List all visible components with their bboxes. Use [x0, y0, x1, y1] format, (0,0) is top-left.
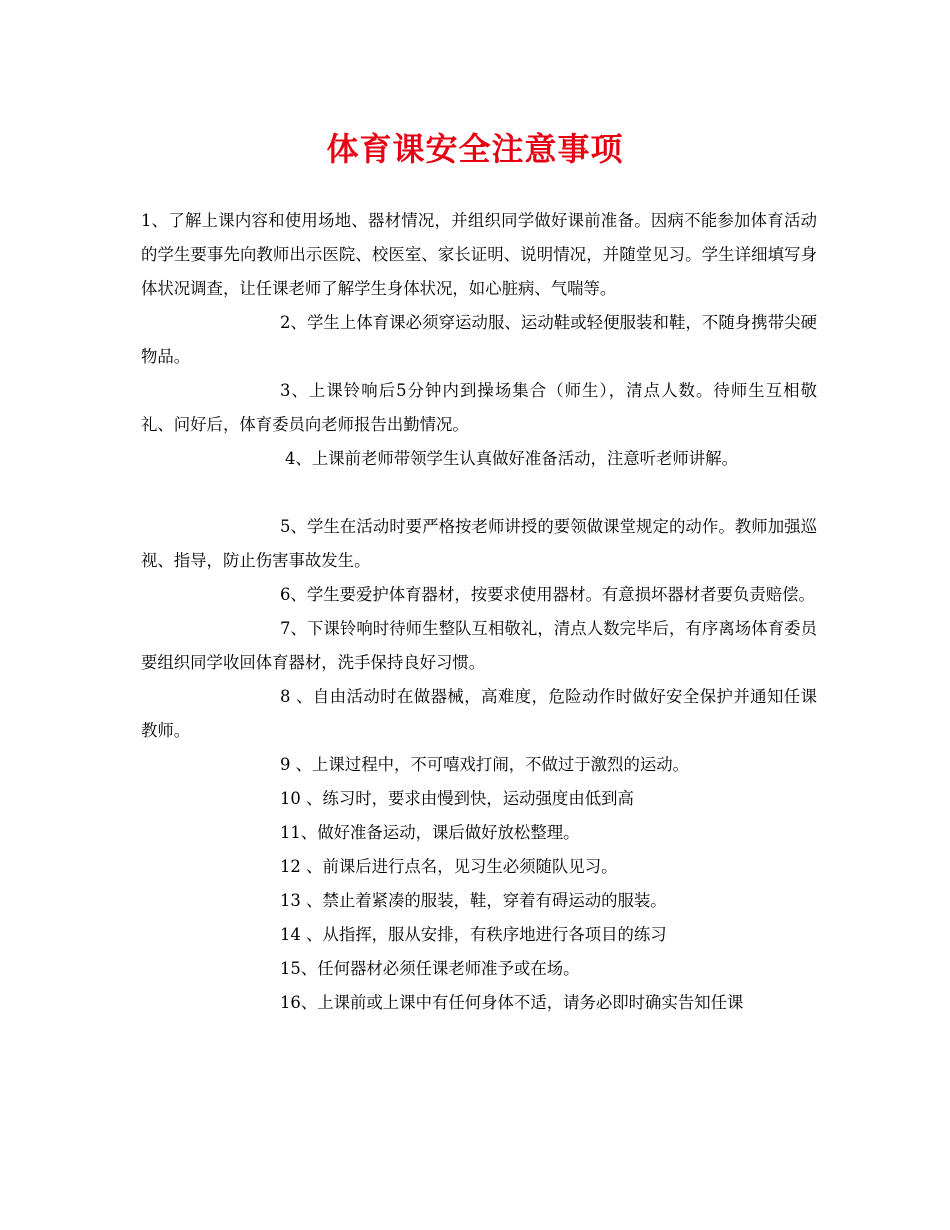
- paragraph-6: 6、学生要爱护体育器材，按要求使用器材。有意损坏器材者要负责赔偿。: [280, 585, 815, 604]
- document-title: 体育课安全注意事项: [326, 130, 624, 168]
- paragraph-8: 8 、自由活动时在做器械，高难度，危险动作时做好安全保护并通知任课教师。: [141, 687, 817, 740]
- paragraph-9: 9 、上课过程中，不可嘻戏打闹，不做过于激烈的运动。: [280, 755, 690, 774]
- paragraph-12: 12 、前课后进行点名，见习生必须随队见习。: [280, 857, 618, 876]
- paragraph-16: 16、上课前或上课中有任何身体不适，请务必即时确实告知任课: [280, 993, 744, 1012]
- paragraph-13: 13 、禁止着紧凑的服装，鞋，穿着有碍运动的服装。: [280, 891, 667, 910]
- paragraph-5: 5、学生在活动时要严格按老师讲授的要领做课堂规定的动作。教师加强巡视、指导，防止伤害事故发生。: [141, 517, 817, 570]
- paragraph-10: 10 、练习时，要求由慢到快，运动强度由低到高: [280, 789, 634, 808]
- document-body: [141, 204, 817, 1020]
- paragraph-14: 14 、从指挥，服从安排，有秩序地进行各项目的练习: [280, 925, 667, 944]
- paragraph-1: 1、了解上课内容和使用场地、器材情况，并组织同学做好课前准备。因病不能参加体育活动的学生要事先向教师出示医院、校医室、家长证明、说明情况，并随堂见习。学生详细填写身体状况调查，让任课老师了解学生身体状况，如心脏病、气喘等。: [141, 211, 817, 298]
- paragraph-2: 2、学生上体育课必须穿运动服、运动鞋或轻便服装和鞋，不随身携带尖硬物品。: [141, 313, 817, 366]
- paragraph-11: 11、做好准备运动，课后做好放松整理。: [280, 823, 580, 842]
- paragraph-3: 3、上课铃响后5分钟内到操场集合（师生），清点人数。待师生互相敬礼、问好后，体育委员向老师报告出勤情况。: [141, 381, 817, 434]
- paragraph-7: 7、下课铃响时待师生整队互相敬礼，清点人数完毕后，有序离场体育委员要组织同学收回体育器材，洗手保持良好习惯。: [141, 619, 817, 672]
- paragraph-4: 4、上课前老师带领学生认真做好准备活动，注意听老师讲解。: [285, 449, 738, 468]
- paragraph-gap: [141, 476, 817, 510]
- paragraph-15: 15、任何器材必须任课老师准予或在场。: [280, 959, 580, 978]
